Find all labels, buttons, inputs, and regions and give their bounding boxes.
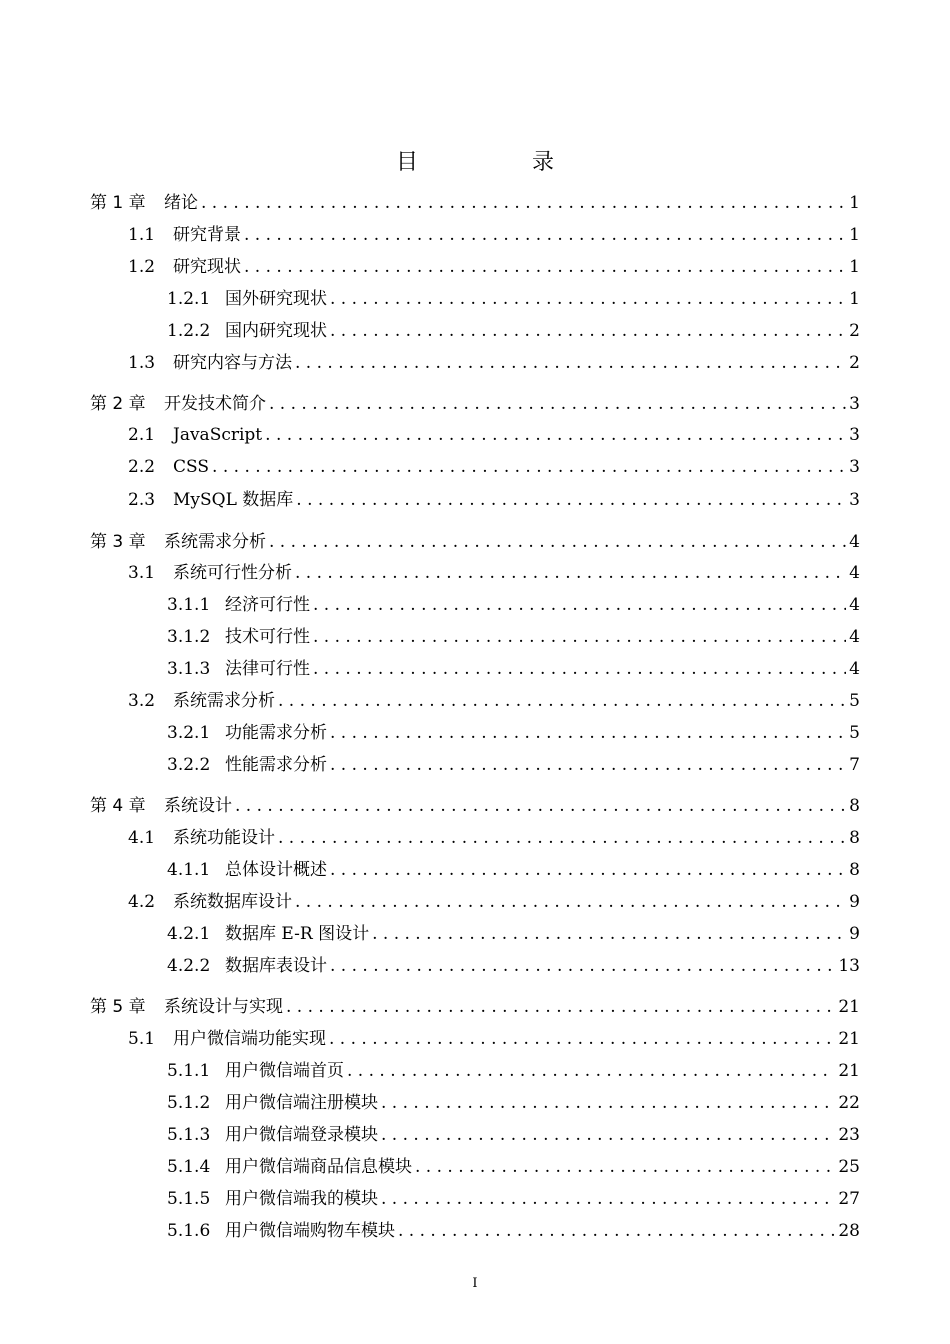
toc-entry-page-number: 21 [838, 1061, 860, 1081]
toc-entry-level-2[interactable] [90, 825, 860, 851]
toc-entry-page-number: 5 [849, 691, 860, 711]
toc-entry-level-3[interactable] [90, 656, 860, 682]
toc-entry-page-number: 1 [849, 225, 860, 245]
toc-entry-number: 第 5 章 [90, 997, 146, 1017]
toc-entry-title: 研究内容与方法 [173, 353, 292, 373]
toc-entry-page-number: 8 [849, 860, 860, 880]
dot-leader [212, 454, 846, 480]
toc-entry-number: 3.2 [128, 691, 156, 711]
toc-entry-page-number: 3 [849, 490, 860, 510]
toc-entry-level-2[interactable] [90, 254, 860, 280]
toc-entry-level-2[interactable] [90, 350, 860, 376]
dot-leader [372, 921, 846, 947]
dot-leader [235, 793, 846, 819]
toc-entry-level-3[interactable] [90, 624, 860, 650]
dot-leader [244, 254, 846, 280]
toc-entry-page-number: 21 [838, 997, 860, 1017]
toc-entry-page-number: 4 [849, 563, 860, 583]
dot-leader [295, 560, 846, 586]
toc-entry-title: 用户微信端商品信息模块 [225, 1157, 412, 1177]
toc-entry-level-1[interactable] [90, 391, 860, 417]
toc-entry-level-2[interactable] [90, 688, 860, 714]
toc-entry-number: 1.2 [128, 257, 156, 277]
toc-entry-number: 3.2.2 [167, 755, 211, 775]
toc-entry-title: 总体设计概述 [225, 860, 327, 880]
toc-entry-number: 4.1.1 [167, 860, 211, 880]
dot-leader [381, 1186, 835, 1212]
toc-entry-level-2[interactable] [90, 560, 860, 586]
toc-entry-page-number: 1 [849, 289, 860, 309]
toc-entry-page-number: 5 [849, 723, 860, 743]
toc-entry-page-number: 9 [849, 892, 860, 912]
toc-entry-level-3[interactable] [90, 921, 860, 947]
toc-entry-number: 5.1.2 [167, 1093, 211, 1113]
toc-entry-title: 系统设计与实现 [164, 997, 283, 1017]
toc-entry-page-number: 9 [849, 924, 860, 944]
toc-entry-number: 5.1.3 [167, 1125, 211, 1145]
toc-entry-page-number: 4 [849, 627, 860, 647]
toc-entry-number: 5.1.4 [167, 1157, 211, 1177]
dot-leader [278, 688, 846, 714]
toc-entry-level-3[interactable] [90, 1186, 860, 1212]
toc-entry-title: 研究现状 [173, 257, 241, 277]
toc-entry-title: 用户微信端功能实现 [173, 1029, 326, 1049]
toc-entry-level-3[interactable] [90, 1122, 860, 1148]
toc-entry-number: 4.2 [128, 892, 156, 912]
toc-entry-title: 技术可行性 [225, 627, 310, 647]
toc-entry-title: 数据库表设计 [225, 956, 327, 976]
toc-entry-page-number: 23 [838, 1125, 860, 1145]
toc-title: 目 录 [395, 150, 600, 175]
toc-entry-level-2[interactable] [90, 487, 860, 513]
toc-entry-level-1[interactable] [90, 793, 860, 819]
toc-entry-number: 1.2.1 [167, 289, 211, 309]
toc-entry-level-2[interactable] [90, 422, 860, 448]
toc-entry-title: 用户微信端登录模块 [225, 1125, 378, 1145]
toc-entry-level-2[interactable] [90, 454, 860, 480]
toc-entry-title: 系统可行性分析 [173, 563, 292, 583]
dot-leader [330, 752, 846, 778]
dot-leader [415, 1154, 835, 1180]
toc-entry-number: 2.2 [128, 457, 156, 477]
toc-entry-level-3[interactable] [90, 1058, 860, 1084]
toc-entry-page-number: 3 [849, 425, 860, 445]
toc-entry-level-3[interactable] [90, 1154, 860, 1180]
toc-entry-title: 用户微信端购物车模块 [225, 1221, 395, 1241]
toc-entry-level-3[interactable] [90, 1218, 860, 1244]
toc-entry-number: 1.3 [128, 353, 156, 373]
toc-entry-number: 3.1.1 [167, 595, 211, 615]
dot-leader [296, 487, 846, 513]
dot-leader [330, 953, 835, 979]
toc-entry-page-number: 8 [849, 828, 860, 848]
toc-entry-title: MySQL 数据库 [173, 490, 294, 510]
toc-entry-page-number: 27 [838, 1189, 860, 1209]
toc-entry-title: 国外研究现状 [225, 289, 327, 309]
dot-leader [330, 857, 846, 883]
toc-entry-number: 4.2.2 [167, 956, 211, 976]
toc-entry-number: 5.1 [128, 1029, 156, 1049]
toc-entry-number: 4.2.1 [167, 924, 211, 944]
toc-entry-page-number: 2 [849, 321, 860, 341]
toc-entry-number: 1.1 [128, 225, 156, 245]
toc-entry-title: JavaScript [173, 425, 263, 445]
dot-leader [381, 1122, 835, 1148]
toc-entry-level-3[interactable] [90, 318, 860, 344]
toc-entry-page-number: 25 [838, 1157, 860, 1177]
dot-leader [313, 656, 846, 682]
toc-entry-page-number: 3 [849, 457, 860, 477]
toc-entry-number: 2.1 [128, 425, 156, 445]
dot-leader [269, 391, 846, 417]
toc-entry-number: 第 3 章 [90, 532, 146, 552]
toc-entry-page-number: 22 [838, 1093, 860, 1113]
toc-entry-number: 5.1.5 [167, 1189, 211, 1209]
toc-entry-title: 用户微信端注册模块 [225, 1093, 378, 1113]
dot-leader [265, 422, 846, 448]
toc-entry-number: 5.1.6 [167, 1221, 211, 1241]
page-number-footer: I [472, 1276, 478, 1291]
toc-entry-title: 系统功能设计 [173, 828, 275, 848]
toc-entry-title: 用户微信端首页 [225, 1061, 344, 1081]
toc-entry-level-3[interactable] [90, 286, 860, 312]
toc-entry-title: 系统设计 [164, 796, 232, 816]
dot-leader [286, 994, 835, 1020]
toc-entry-level-2[interactable] [90, 222, 860, 248]
dot-leader [244, 222, 846, 248]
toc-entry-page-number: 1 [849, 193, 860, 213]
toc-entry-page-number: 28 [838, 1221, 860, 1241]
toc-entry-number: 3.1 [128, 563, 156, 583]
dot-leader [269, 529, 846, 555]
toc-entry-page-number: 8 [849, 796, 860, 816]
toc-entry-title: 系统数据库设计 [173, 892, 292, 912]
toc-entry-level-1[interactable] [90, 190, 860, 216]
toc-entry-title: 开发技术简介 [164, 394, 266, 414]
toc-entry-title: 性能需求分析 [225, 755, 327, 775]
toc-entry-number: 5.1.1 [167, 1061, 211, 1081]
toc-entry-number: 4.1 [128, 828, 156, 848]
toc-entry-level-3[interactable] [90, 752, 860, 778]
toc-entry-page-number: 7 [849, 755, 860, 775]
toc-entry-number: 3.2.1 [167, 723, 211, 743]
dot-leader [201, 190, 846, 216]
toc-entry-number: 3.1.3 [167, 659, 211, 679]
dot-leader [329, 1026, 835, 1052]
toc-entry-page-number: 21 [838, 1029, 860, 1049]
dot-leader [313, 592, 846, 618]
toc-entry-title: 用户微信端我的模块 [225, 1189, 378, 1209]
toc-entry-page-number: 3 [849, 394, 860, 414]
toc-entry-page-number: 4 [849, 532, 860, 552]
toc-entry-number: 1.2.2 [167, 321, 211, 341]
dot-leader [330, 286, 846, 312]
toc-entry-title: 系统需求分析 [173, 691, 275, 711]
dot-leader [278, 825, 846, 851]
toc-entry-level-2[interactable] [90, 889, 860, 915]
toc-entry-page-number: 13 [838, 956, 860, 976]
toc-entry-title: CSS [173, 457, 210, 477]
toc-entry-page-number: 4 [849, 595, 860, 615]
toc-entry-number: 2.3 [128, 490, 156, 510]
toc-entry-page-number: 4 [849, 659, 860, 679]
toc-entry-level-3[interactable] [90, 720, 860, 746]
toc-entry-title: 绪论 [164, 193, 198, 213]
toc-entry-title: 功能需求分析 [225, 723, 327, 743]
dot-leader [330, 720, 846, 746]
toc-entry-number: 第 1 章 [90, 193, 146, 213]
dot-leader [398, 1218, 835, 1244]
toc-entry-level-1[interactable] [90, 994, 860, 1020]
toc-entry-level-3[interactable] [90, 953, 860, 979]
toc-entry-title: 研究背景 [173, 225, 241, 245]
toc-entry-level-3[interactable] [90, 592, 860, 618]
dot-leader [295, 350, 846, 376]
toc-entry-number: 3.1.2 [167, 627, 211, 647]
dot-leader [313, 624, 846, 650]
toc-entry-level-2[interactable] [90, 1026, 860, 1052]
toc-entry-title: 国内研究现状 [225, 321, 327, 341]
toc-entry-title: 经济可行性 [225, 595, 310, 615]
dot-leader [381, 1090, 835, 1116]
toc-entry-number: 第 4 章 [90, 796, 146, 816]
toc-entry-level-3[interactable] [90, 1090, 860, 1116]
toc-entry-page-number: 2 [849, 353, 860, 373]
toc-entry-title: 法律可行性 [225, 659, 310, 679]
toc-entry-level-1[interactable] [90, 529, 860, 555]
toc-entry-page-number: 1 [849, 257, 860, 277]
dot-leader [295, 889, 846, 915]
toc-entry-number: 第 2 章 [90, 394, 146, 414]
dot-leader [347, 1058, 835, 1084]
toc-entry-title: 数据库 E-R 图设计 [225, 924, 370, 944]
toc-entry-title: 系统需求分析 [164, 532, 266, 552]
dot-leader [330, 318, 846, 344]
toc-entry-level-3[interactable] [90, 857, 860, 883]
